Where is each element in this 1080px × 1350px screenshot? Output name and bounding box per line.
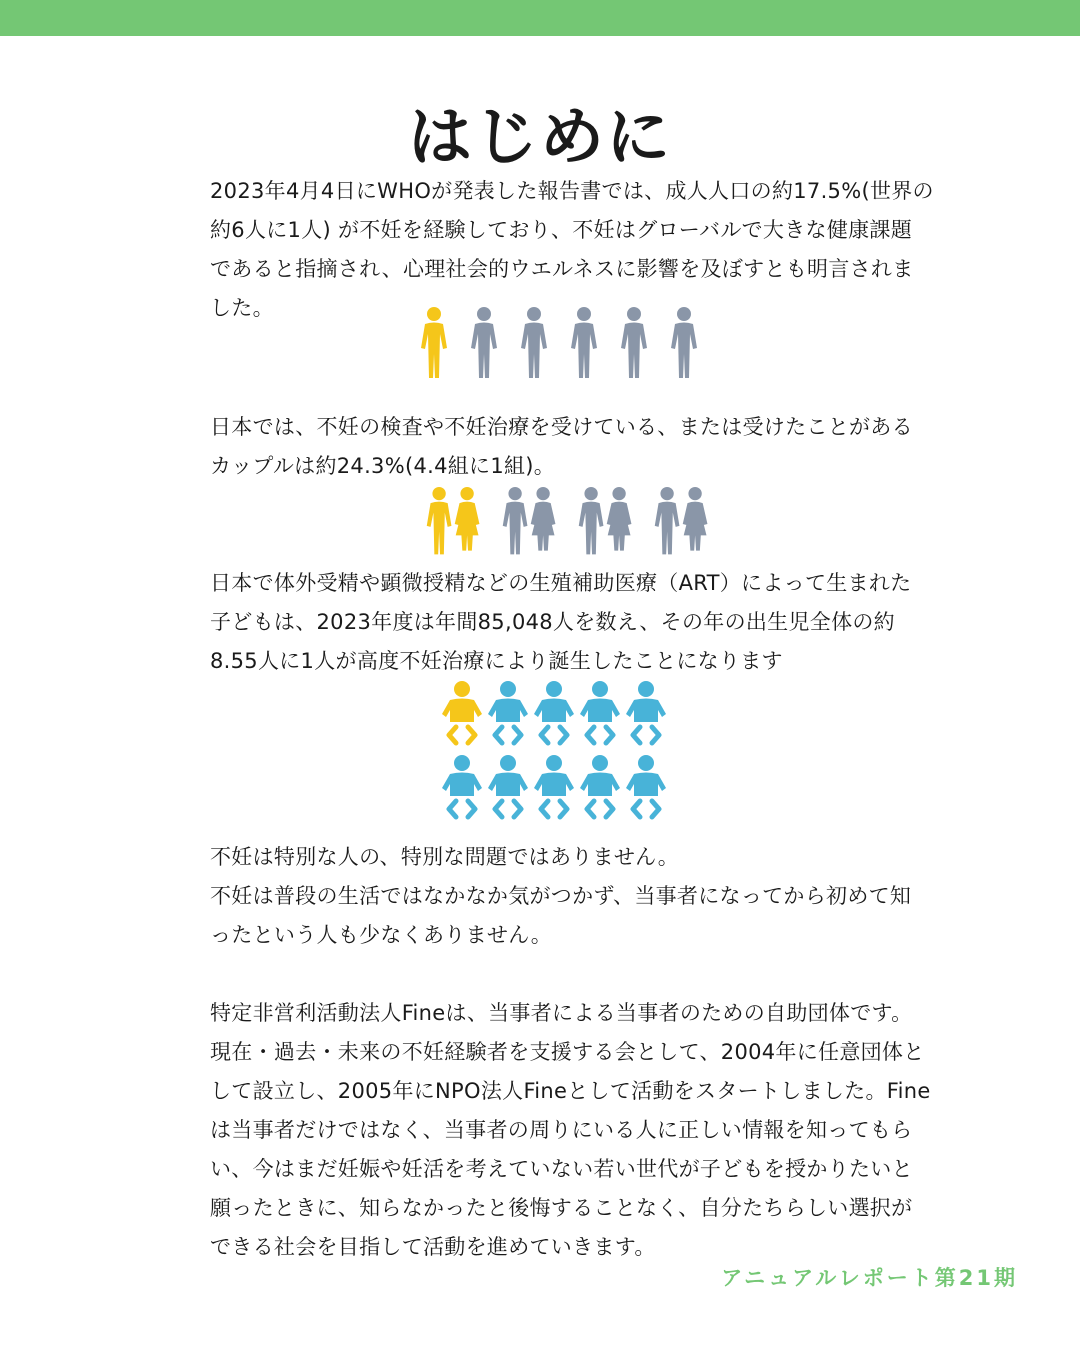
person-icon [571, 307, 597, 378]
babies-icon-grid [438, 676, 678, 820]
people-icon-row [412, 302, 712, 380]
baby-icon [488, 681, 528, 743]
baby-icon [580, 755, 620, 817]
person-icon [521, 307, 547, 378]
footer-report-label: アニュアルレポート第21期 [721, 1266, 1018, 1290]
paragraph-art-births: 日本で体外受精や顕微授精などの生殖補助医療（ART）によって生まれた 子どもは、2023年度は年間85,048人を数え、その年の出生児全体の約 8.55人に1人が高度不妊治療により誕生したことになります [210, 571, 912, 673]
couple-icon [655, 487, 708, 554]
person-icon [421, 307, 447, 378]
couple-icon [427, 487, 480, 554]
person-icon [621, 307, 647, 378]
baby-icon [488, 755, 528, 817]
person-icon [471, 307, 497, 378]
couple-icon [579, 487, 632, 554]
baby-icon [534, 681, 574, 743]
paragraph-japan-couples: 日本では、不妊の検査や不妊治療を受けている、または受けたことがある カップルは約24.3%(4.4組に1組)。 [210, 415, 913, 478]
baby-icon [442, 755, 482, 817]
paragraph-not-special: 不妊は特別な人の、特別な問題ではありません。 不妊は普段の生活ではなかなか気がつかず、当事者になってから初めて知 ったという人も少なくありません。 [210, 845, 912, 947]
paragraph-about-fine: 特定非営利活動法人Fineは、当事者による当事者のための自助団体です。 現在・過去・未来の不妊経験者を支援する会として、2004年に任意団体と して設立し、2005年にNPO法人Fineとして活動をスタートしました。Fine は当事者だけではなく、当事者の周りにいる人に正しい情報を知ってもら い、今はまだ妊娠や妊活を考えていない若い世代が子どもを授かりたいと 願ったときに、知らなかったと後悔することなく、自分たちらしい選択が できる社会を目指して活動を進めていきます。 [210, 1001, 931, 1259]
couples-icon-row [418, 484, 718, 556]
couple-icon [503, 487, 556, 554]
baby-icon [626, 755, 666, 817]
page-title: はじめに [408, 101, 672, 175]
baby-icon [626, 681, 666, 743]
baby-icon [442, 681, 482, 743]
baby-icon [534, 755, 574, 817]
baby-icon [580, 681, 620, 743]
paragraph-who-report: 2023年4月4日にWHOが発表した報告書では、成人人口の約17.5%(世界の 約6人に1人) が不妊を経験しており、不妊はグローバルで大きな健康課題 であると指摘され、心理社会的ウエルネスに影響を及ぼすとも明言されま した。 [210, 179, 934, 320]
top-accent-bar [0, 0, 1080, 36]
person-icon [671, 307, 697, 378]
